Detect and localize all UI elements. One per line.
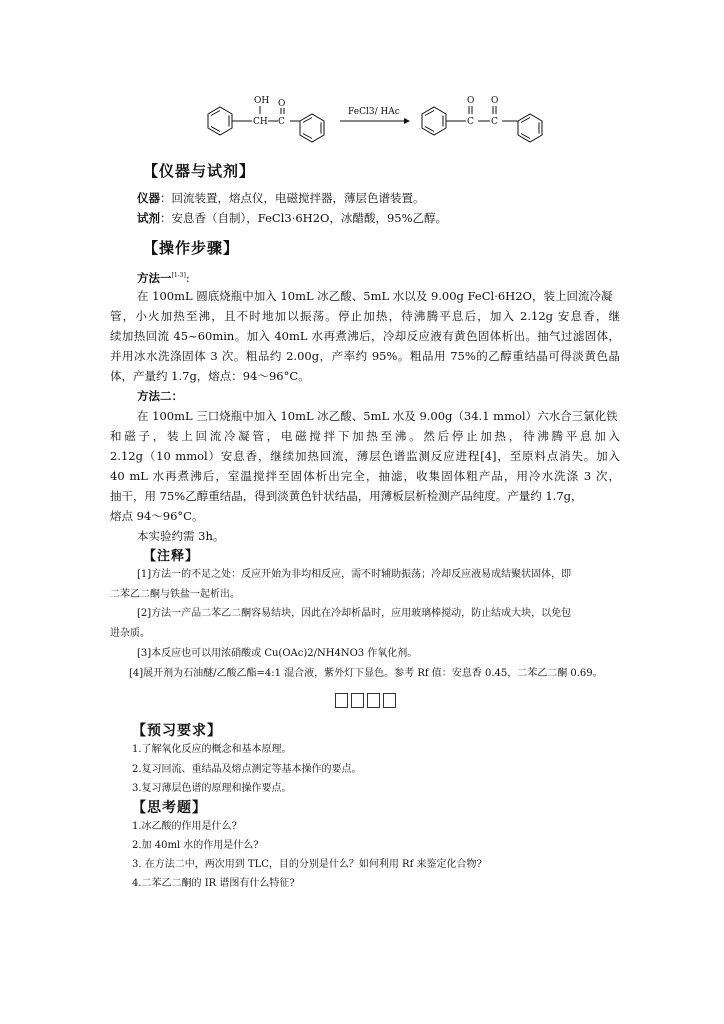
method2-label: 方法二：	[137, 389, 183, 403]
question-4: 4.二苯乙二酮的 IR 谱图有什么特征?	[132, 878, 295, 889]
method1-label: 方法一	[137, 271, 172, 285]
instruments-label: 仪器	[137, 191, 160, 205]
question-2: 2.加 40ml 水的作用是什么?	[132, 840, 259, 851]
question-1: 1.冰乙酸的作用是什么?	[132, 821, 237, 832]
method1-line-1: 在 100mL 圆底烧瓶中加入 10mL 冰乙酸、5mL 水以及 9.00g FeCl·6H2O，装上回流冷凝	[137, 289, 613, 303]
preview-heading: 【预习要求】	[132, 723, 222, 739]
carbonyl-c-label: C	[278, 117, 285, 127]
arrow-head	[404, 118, 410, 124]
notes-heading: 【注释】	[143, 549, 200, 564]
questions-heading: 【思考题】	[132, 800, 207, 816]
preview-item-1: 1.了解氧化反应的概念和基本原理。	[132, 744, 292, 755]
method2-line-1: 在 100mL 三口烧瓶中加入 10mL 冰乙酸、5mL 水及 9.00g（34.1 mmol）六水合三氯化铁	[137, 409, 618, 423]
method1-line-3: 续加热回流 45~60min。加入 40mL 水再煮沸后，冷却反应液有黄色固体析出。抽气过滤固体，	[110, 329, 620, 343]
preview-item-3: 3.复习薄层色谱的原理和操作要点。	[132, 783, 292, 794]
method1-line-2: 管，小火加热至沸，且不时地加以振荡。停止加热，待沸腾平息后，加入 2.12g 安息香，继	[110, 309, 620, 323]
method1-title	[137, 268, 190, 286]
preview-item-2: 2.复习回流、重结晶及熔点测定等基本操作的要点。	[132, 764, 362, 775]
missing-glyph-boxes	[335, 693, 396, 708]
note-1-line-1: [1]方法一的不足之处：反应开始为非均相反应，需不时辅助振荡；冷却反应液易成结聚状固体，即	[137, 569, 572, 580]
method2-line-5: 抽干，用 75%乙醇重结晶，得到淡黄色针状结晶，用薄板层析检测产品纯度。产量约 1.7g，	[110, 489, 583, 503]
reagents-text: ：安息香（自制），FeCl3·6H2O，冰醋酸，95%乙醇。	[160, 211, 448, 225]
reagents-line	[137, 210, 447, 226]
reagent-label: FeCl3/ HAc	[348, 107, 400, 117]
note-4: [4]展开剂为石油醚/乙酸乙酯=4:1 混合液，紫外灯下显色。参考 Rf 值：安息香 0.45，二苯乙二酮 0.69。	[129, 668, 603, 679]
carbonyl-o-label: O	[278, 99, 286, 109]
glyph-box	[335, 693, 348, 708]
benzil-o2-label: O	[491, 96, 499, 106]
glyph-box	[351, 693, 364, 708]
reaction-scheme	[190, 86, 570, 158]
instruments-line	[137, 190, 425, 206]
benzil-c2-label: C	[491, 117, 498, 127]
oh-label: OH	[254, 96, 270, 106]
note-2-line-2: 进杂质。	[110, 628, 150, 639]
instruments-text: ：回流装置，熔点仪，电磁搅拌器，薄层色谱装置。	[160, 191, 425, 205]
method1-line-4: 并用冰水洗涤固体 3 次。粗品约 2.00g，产率约 95%。粗品用 75%的乙醇重结晶可得淡黄色晶	[110, 349, 620, 363]
procedure-heading: 【操作步骤】	[143, 239, 240, 257]
time-note: 本实验约需 3h。	[137, 529, 225, 543]
instruments-heading: 【仪器与试剂】	[143, 162, 256, 180]
method2-line-3: 2.12g（10 mmol）安息香，继续加热回流，薄层色谱监测反应进程[4]，至原料点消失。加入	[110, 449, 620, 463]
method1-line-5: 体，产量约 1.7g，熔点：94～96°C。	[110, 369, 310, 383]
method2-line-2: 和磁子，装上回流冷凝管，电磁搅拌下加热至沸。然后停止加热，待沸腾平息加入	[110, 429, 620, 443]
note-3: [3]本反应也可以用浓硝酸或 Cu(OAc)2/NH4NO3 作氧化剂。	[137, 648, 418, 659]
question-3: 3. 在方法二中，两次用到 TLC，目的分别是什么？如何利用 Rf 来鉴定化合物?	[132, 859, 482, 870]
benzil-o1-label: O	[467, 96, 475, 106]
method1-colon: :	[185, 271, 190, 285]
benzil-c1-label: C	[467, 117, 474, 127]
method1-ref: [1-3]	[171, 272, 186, 279]
glyph-box	[367, 693, 380, 708]
ch-label: CH	[253, 117, 268, 127]
glyph-box	[383, 693, 396, 708]
benzil-structure	[422, 106, 542, 142]
method2-line-6: 熔点 94～96°C。	[110, 509, 204, 523]
method2-line-4: 40 mL 水再煮沸后，室温搅拌至固体析出完全，抽滤，收集固体粗产品，用冷水洗涤 3 次，	[110, 469, 620, 483]
note-1-line-2: 二苯乙二酮与铁盐一起析出。	[110, 589, 240, 600]
reagents-label: 试剂	[137, 211, 160, 225]
note-2-line-1: [2]方法一产品二苯乙二酮容易结块，因此在冷却析晶时，应用玻璃棒搅动，防止结成大块，以免包	[137, 608, 572, 619]
